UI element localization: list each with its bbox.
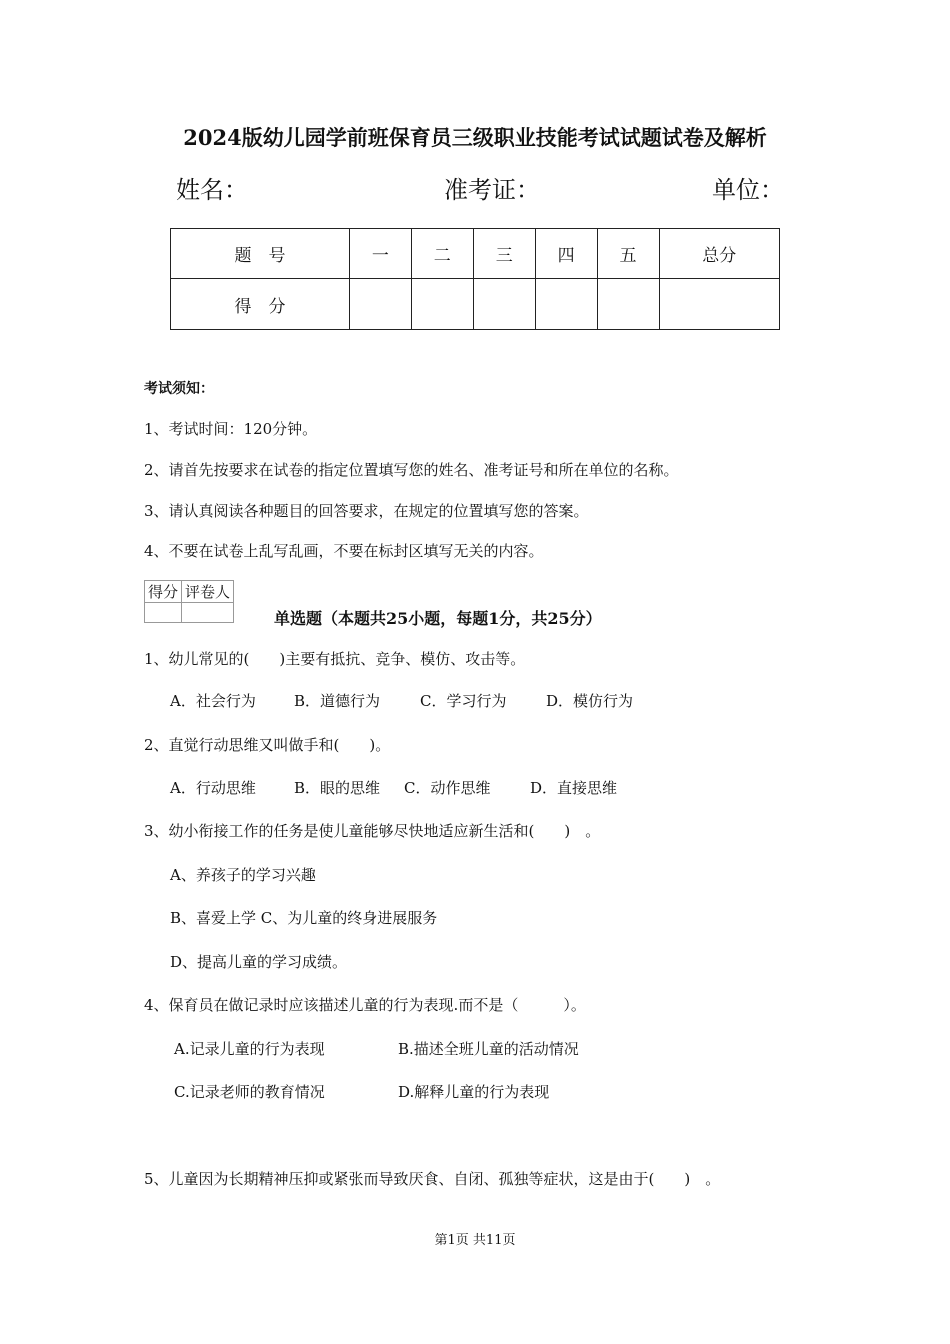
question-stem: 3、幼小衔接工作的任务是使儿童能够尽快地适应新生活和( ) 。 (144, 822, 601, 840)
exam-id-field-label: 准考证： (444, 176, 540, 204)
option-d: D．模仿行为 (546, 692, 634, 710)
score-cell (349, 279, 411, 330)
notice-item: 4、不要在试卷上乱写乱画，不要在标封区填写无关的内容。 (144, 542, 544, 560)
score-table-header-cell: 三 (473, 229, 535, 279)
grader-name-cell (182, 603, 234, 623)
score-table-header-cell: 四 (535, 229, 597, 279)
score-table-header-cell: 二 (411, 229, 473, 279)
option-line: D、提高儿童的学习成绩。 (170, 953, 348, 971)
grader-score-label: 得分 (145, 581, 182, 603)
score-cell (535, 279, 597, 330)
option-c: C．动作思维 (404, 779, 491, 797)
score-table-score-row (171, 279, 780, 330)
grader-score-cell (145, 603, 182, 623)
question-stem: 5、儿童因为长期精神压抑或紧张而导致厌食、自闭、孤独等症状，这是由于( ) 。 (144, 1170, 721, 1188)
question-stem: 1、幼儿常见的( )主要有抵抗、竞争、模仿、攻击等。 (144, 650, 526, 668)
question-stem: 2、直觉行动思维又叫做手和( )。 (144, 736, 391, 754)
score-cell (597, 279, 659, 330)
name-field-label: 姓名： (176, 176, 248, 204)
score-table-header-cell: 五 (597, 229, 659, 279)
option-a: A．社会行为 (170, 692, 256, 710)
grader-name-label: 评卷人 (182, 581, 234, 603)
unit-field-label: 单位： (712, 176, 784, 204)
option-a: A.记录儿童的行为表现 (174, 1040, 325, 1058)
notice-item: 1、考试时间：120分钟。 (144, 420, 318, 438)
score-cell (473, 279, 535, 330)
option-b: B.描述全班儿童的活动情况 (398, 1040, 579, 1058)
notice-item: 3、请认真阅读各种题目的回答要求，在规定的位置填写您的答案。 (144, 502, 589, 520)
score-table-header-cell: 一 (349, 229, 411, 279)
notice-heading: 考试须知： (144, 381, 214, 397)
option-d: D.解释儿童的行为表现 (398, 1083, 550, 1101)
question-stem: 4、保育员在做记录时应该描述儿童的行为表现.而不是（ ）。 (144, 996, 586, 1014)
option-line: A、养孩子的学习兴趣 (170, 866, 316, 884)
option-a: A．行动思维 (170, 779, 256, 797)
score-row-label: 得 分 (171, 279, 350, 330)
score-cell (659, 279, 779, 330)
option-c: C．学习行为 (420, 692, 507, 710)
option-line: B、喜爱上学 C、为儿童的终身进展服务 (170, 909, 438, 927)
option-c: C.记录老师的教育情况 (174, 1083, 325, 1101)
page-footer: 第1页 共11页 (434, 1233, 516, 1248)
score-table (170, 228, 780, 330)
score-table-header-row (171, 229, 780, 279)
exam-title: 2024版幼儿园学前班保育员三级职业技能考试试题试卷及解析 (183, 125, 767, 150)
score-table-header-cell: 题 号 (171, 229, 350, 279)
score-cell (411, 279, 473, 330)
notice-item: 2、请首先按要求在试卷的指定位置填写您的姓名、准考证号和所在单位的名称。 (144, 461, 679, 479)
score-table-header-cell: 总分 (659, 229, 779, 279)
option-b: B．道德行为 (294, 692, 381, 710)
grader-box (144, 580, 234, 623)
section-title: 单选题（本题共25小题，每题1分，共25分） (274, 609, 602, 628)
option-d: D．直接思维 (530, 779, 618, 797)
option-b: B．眼的思维 (294, 779, 381, 797)
